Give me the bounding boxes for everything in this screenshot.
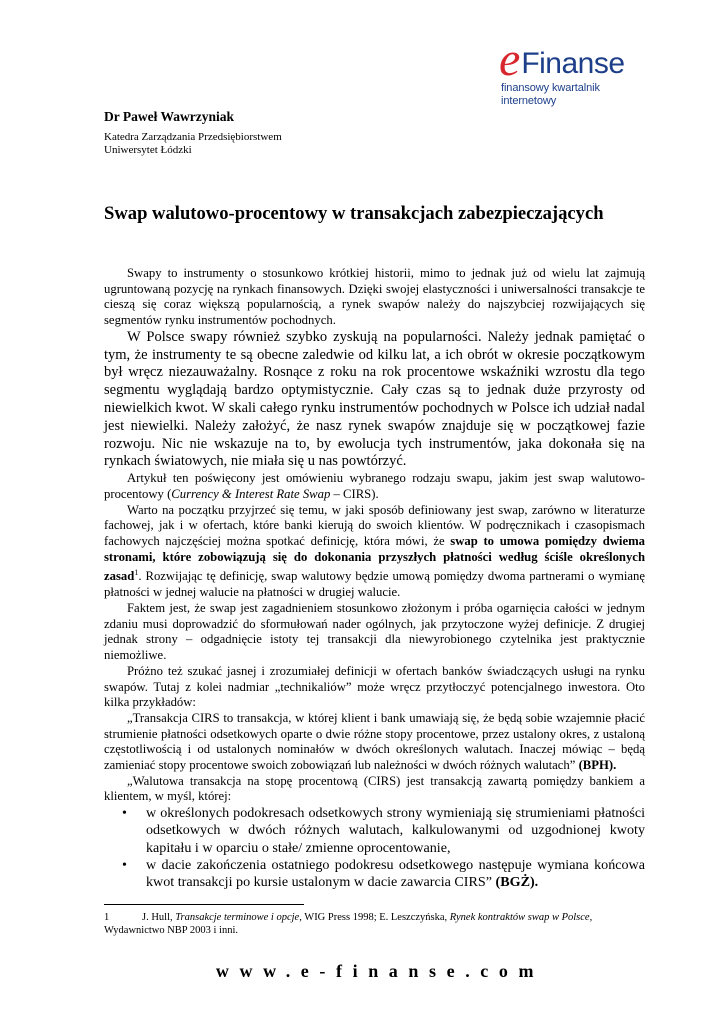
footer-website[interactable]: www.e-finanse.com: [215, 961, 545, 981]
bullet-item-2-text: w dacie zakończenia ostatniego podokresu odsetkowego następuje wymiana końcowa kwot transakcji po kursie ustalonym w dacie zawarcia CIRS”: [146, 856, 645, 890]
source-bph: (BPH).: [578, 758, 617, 773]
bullet-list: [104, 805, 645, 891]
paragraph-4-text-a: Warto na początku przyjrzeć się temu, w jaki sposób definiowany jest swap, zarówno w literaturze fachowej, jak i w ofertach, które banki kierują do swoich klientów. W podręcznikach i czasopismach fachowych najczęściej można spotkać definicję, która mówi, że: [104, 502, 645, 548]
paragraph-5: Faktem jest, że swap jest zagadnieniem stosunkowo złożonym i próba ogarnięcia całości w jednym zdaniu musi doprowadzić do sformułowań nader ogólnych, jak przytoczone wyżej definicje. Z drugiej jednak strony – odgadnięcie istoty tej transakcji dla niewyrobionego czytelnika jest praktycznie niemożliwe.: [104, 601, 645, 663]
paragraph-3-italic: Currency & Interest Rate Swap: [171, 486, 331, 501]
paragraph-7-quote-bph: [104, 711, 645, 774]
paragraph-3-text-a: Artykuł ten poświęcony jest omówieniu wybranego rodzaju swapu, jakim jest swap walutowo-procentowy (: [104, 471, 645, 501]
paragraph-4: [104, 503, 645, 601]
author-university: Uniwersytet Łódzki: [104, 144, 192, 156]
paragraph-3: [104, 471, 645, 502]
source-bgz: (BGŻ).: [495, 874, 539, 890]
paragraph-7-text: „Transakcja CIRS to transakcja, w której klient i bank umawiają się, że będą sobie wzajemnie płacić strumienie płatności odsetkowych oparte o dwie różne stopy procentowe, przez ustalony okres, z ustaloną częstotliwością i od ustalonych nominałów w dwóch określonych walutach. Inaczej mówiąc – będą zamieniać stopy procentowe swoich zobowiązań lub należności w dwóch różnych walutach”: [104, 710, 645, 773]
efinanse-logo: [499, 33, 649, 108]
author-name: Dr Paweł Wawrzyniak: [104, 109, 234, 124]
footnote-book-1: Transakcje terminowe i opcje: [175, 912, 300, 923]
paragraph-3-text-b: – CIRS).: [330, 486, 379, 501]
footnote-number: 1: [104, 912, 110, 923]
paragraph-4-text-b: . Rozwijając tę definicję, swap walutowy będzie umową pomiędzy dwoma partnerami o wymianę płatności w jednej walucie na płatności w drugiej walucie.: [104, 569, 645, 600]
bullet-item-2: [104, 857, 645, 891]
logo-wordmark: [499, 33, 649, 86]
footnote-text-a: J. Hull,: [142, 912, 176, 923]
paragraph-6: Próżno też szukać jasnej i zrozumiałej definicji w ofertach banków świadczących usługi na rynku swapów. Tutaj z kolei nadmiar „technikaliów” może wręcz przytłoczyć potencjalnego inwestora. Oto kilka przykładów:: [104, 663, 645, 710]
bullet-item-1: [104, 805, 645, 857]
author-block: [104, 109, 624, 157]
logo-word: Finanse: [521, 47, 625, 80]
footnote-book-2: Rynek kontraktów swap w Polsce,: [449, 912, 593, 923]
footnote: [104, 911, 645, 937]
paragraph-2: W Polsce swapy również szybko zyskują na popularności. Należy jednak pamiętać o tym, że instrumenty te są obecne zaledwie od kilku lat, a ich obrót w okresie początkowym był wręcz niezauważalny. Rosnące z roku na rok procentowe wskaźniki wzrostu dla tego segmentu wyglądają bardzo optymistycznie. Cały czas są to jednak duże przyrosty od niewielkich kwot. W skali całego rynku instrumentów pochodnych w Polsce ich udział nadal jest niewielki. Należy założyć, że nasz rynek swapów znajduje się w początkowej fazie rozwoju. Nic nie wskazuje na to, by ewolucja tych instrumentów, jaka dokonała się na rynkach światowych, nie miała się u nas powtórzyć.: [104, 328, 645, 470]
logo-tagline: finansowy kwartalnik internetowy: [501, 82, 600, 107]
footnote-divider: [104, 904, 304, 905]
article-body: [104, 266, 645, 891]
paragraph-1: Swapy to instrumenty o stosunkowo krótkiej historii, mimo to jednak już od wielu lat zajmują ugruntowaną pozycję na rynkach finansowych. Dzięki swojej elastyczności i uniwersalności transakcje te cieszą się coraz większą popularnością, a rynek swapów należy do najszybciej rozwijających się segmentów rynku instrumentów pochodnych.: [104, 266, 645, 328]
swap-definition: swap to umowa pomiędzy dwiema stronami, które zobowiązują się do dokonania przyszłych płatności według ściśle określonych zasad: [104, 534, 645, 584]
footnote-reference[interactable]: 1: [134, 568, 139, 578]
bullet-dot-icon: •: [122, 805, 127, 822]
footnote-text-c: Wydawnictwo NBP 2003 i inni.: [104, 925, 239, 936]
paragraph-8-quote-bgz: „Walutowa transakcja na stopę procentową (CIRS) jest transakcją zawartą pomiędzy bankiem a klientem, w myśl, której:: [104, 773, 645, 804]
logo-letter-e: e: [499, 33, 521, 86]
bullet-item-1-text: w określonych podokresach odsetkowych strony wymieniają się strumieniami płatności odsetkowych w dwóch różnych walutach, kalkulowanymi od uzgodnionej kwoty kapitału i w oparciu o stałe/ zmienne oprocentowanie,: [146, 805, 645, 856]
author-department: Katedra Zarządzania Przedsiębiorstwem: [104, 131, 282, 143]
bullet-dot-icon: •: [122, 856, 127, 873]
article-title: Swap walutowo-procentowy w transakcjach zabezpieczających: [104, 203, 604, 224]
footnote-text-b: , WIG Press 1998; E. Leszczyńska,: [299, 912, 450, 923]
